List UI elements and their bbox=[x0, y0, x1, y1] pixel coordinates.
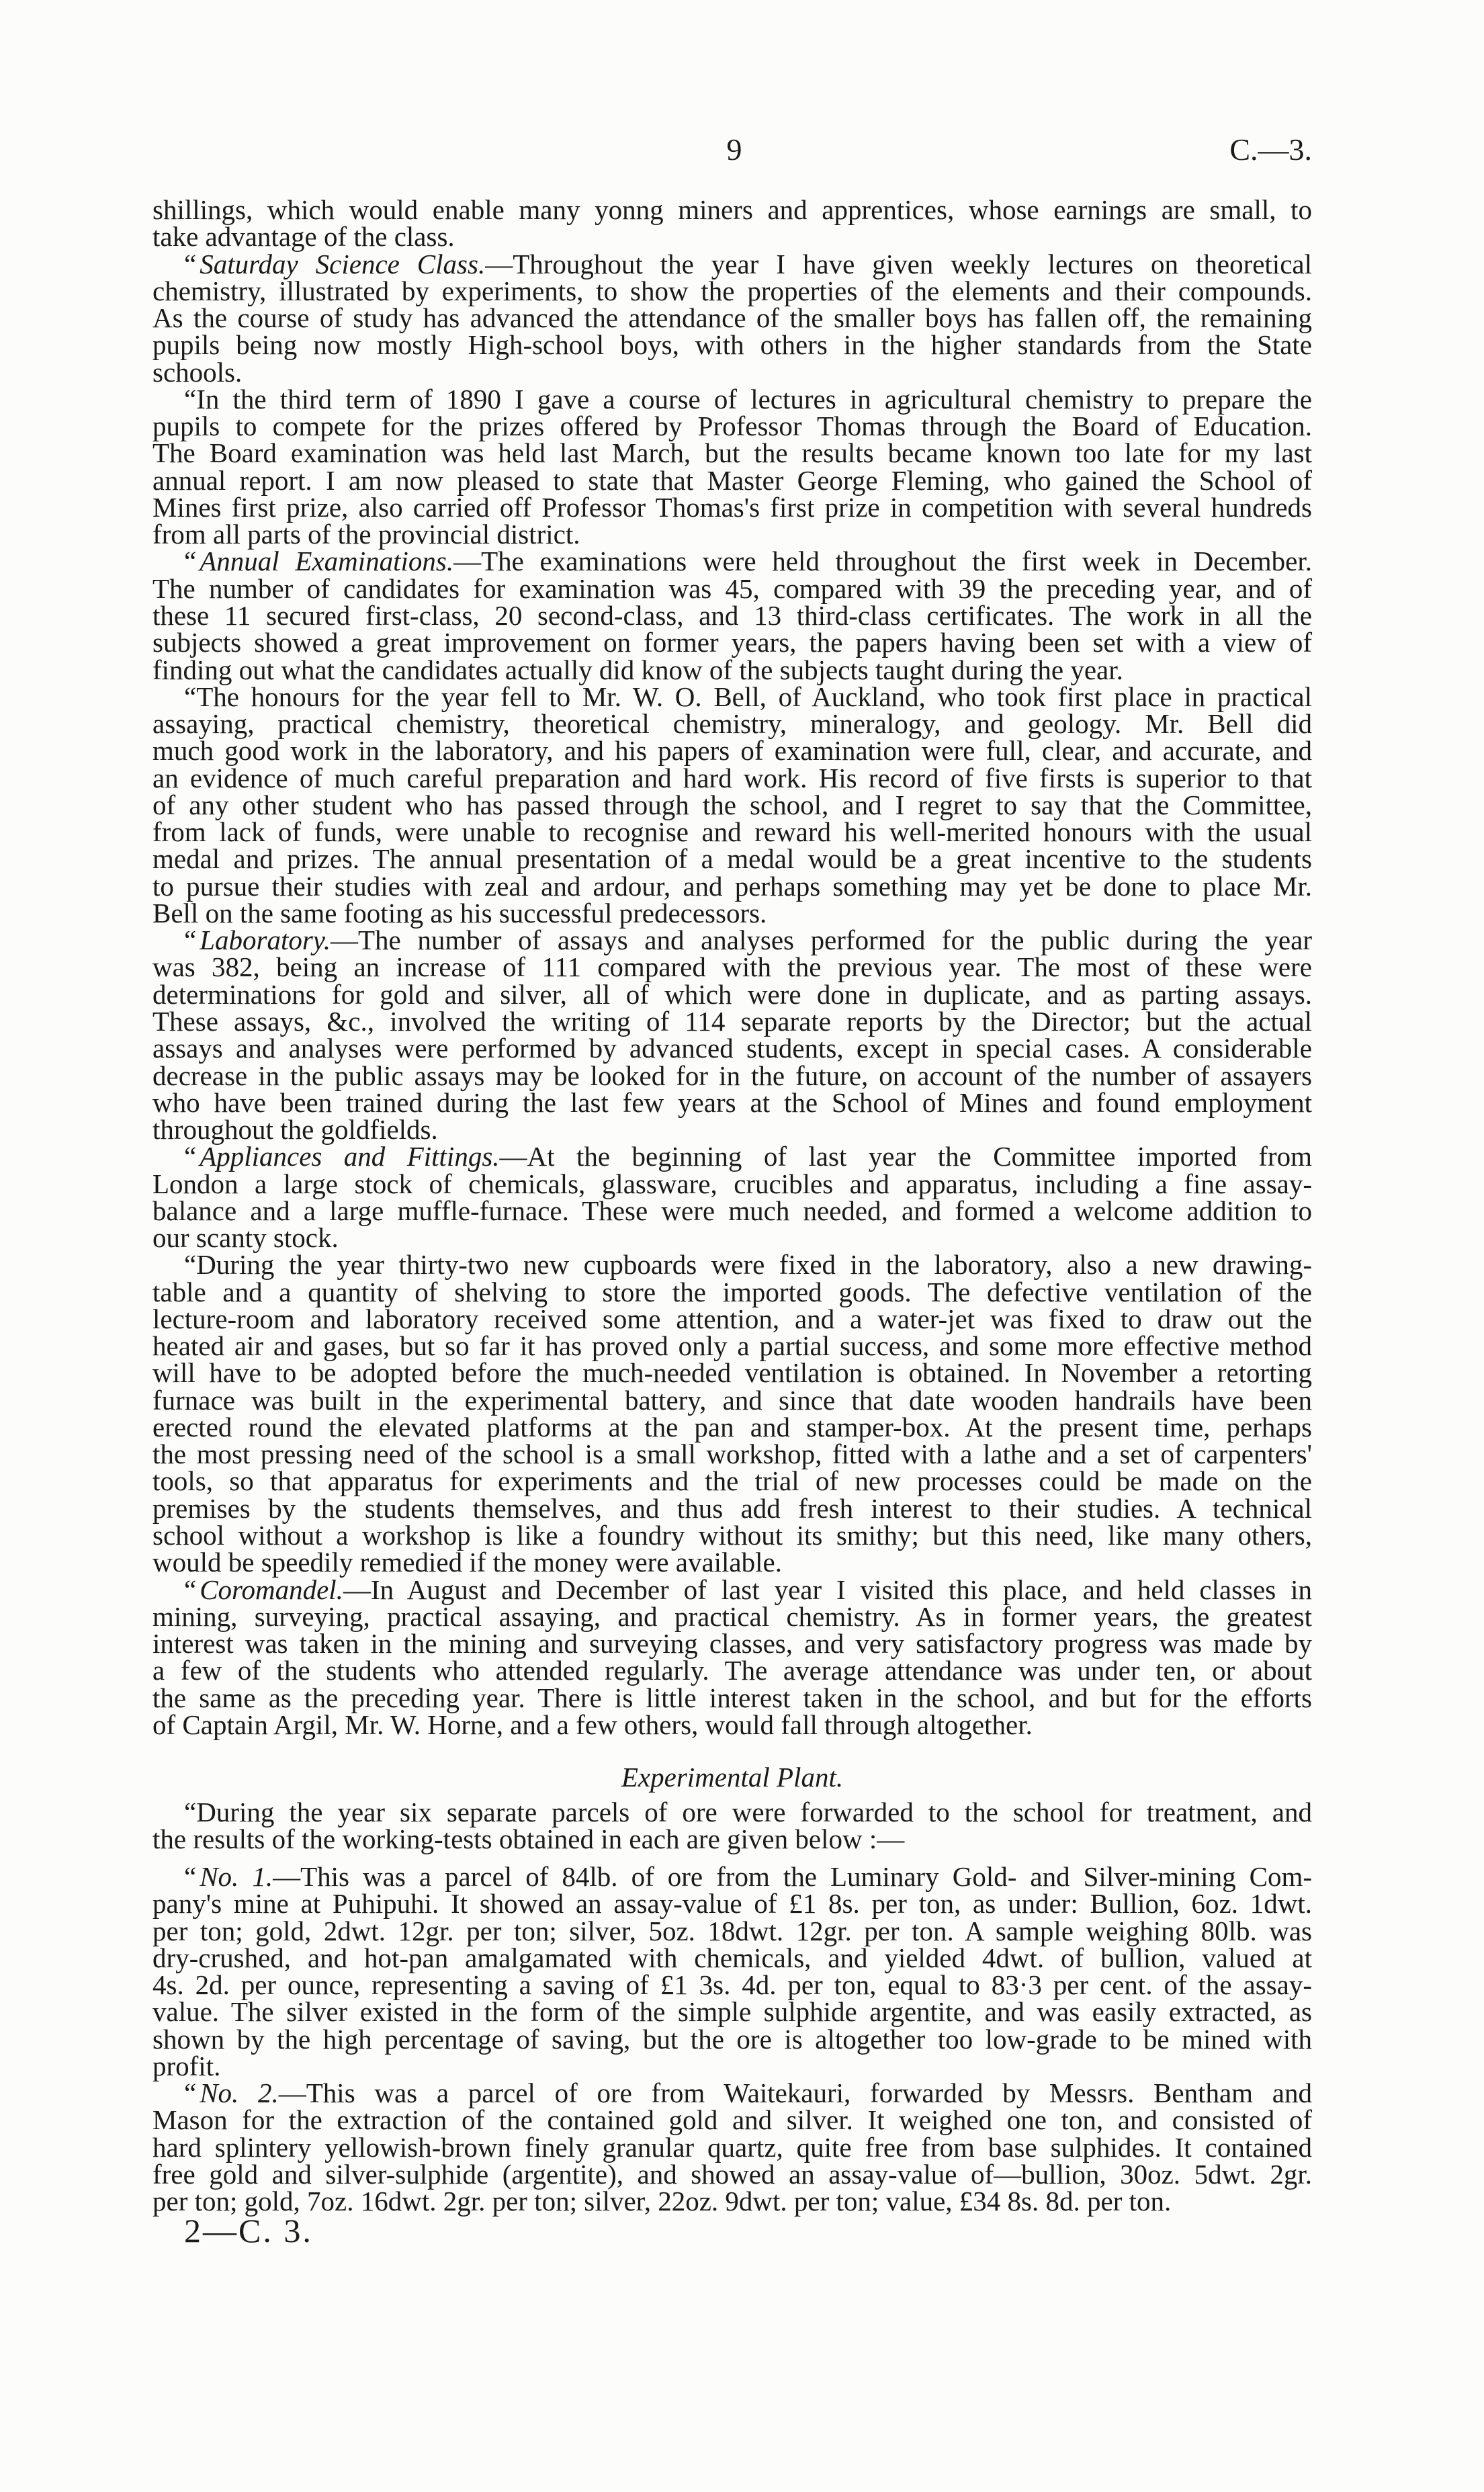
text-line bbox=[152, 2077, 1312, 2109]
text-line: subjects showed a great improvement on former years, the papers having been set with a view of bbox=[152, 627, 1312, 658]
text-line: The Board examination was held last March, but the results became known too late for my last bbox=[152, 437, 1312, 469]
line-text: —This was a parcel of 84lb. of ore from the Luminary Gold- and Silver-mining Com- bbox=[273, 1861, 1312, 1892]
text-line: of Captain Argil, Mr. W. Horne, and a few others, would fall through altogether. bbox=[152, 1709, 1033, 1740]
opening-quote: “ bbox=[184, 1141, 197, 1172]
text-line: annual report. I am now pleased to state that Master George Fleming, who gained the School of bbox=[152, 464, 1312, 496]
text-line: heated air and gases, but so far it has proved only a partial success, and some more effective method bbox=[152, 1330, 1312, 1362]
line-text: —The number of assays and analyses performed for the public during the year bbox=[331, 925, 1312, 956]
line-text: —The examinations were held throughout the first week in December. bbox=[453, 546, 1313, 577]
text-line: school without a workshop is like a foundry without its smithy; but this need, like many others, bbox=[152, 1520, 1312, 1551]
document-reference: C.—3. bbox=[1229, 132, 1312, 167]
text-line: the most pressing need of the school is a small workshop, fitted with a lathe and a set of carpenters' bbox=[152, 1438, 1312, 1470]
text-line bbox=[152, 1143, 1312, 1170]
paragraph-coromandel bbox=[152, 1576, 1312, 1739]
text-line: shillings, which would enable many yonng miners and apprentices, whose earnings are small, to bbox=[152, 194, 1312, 225]
text-line: “During the year thirty-two new cupboards were fixed in the laboratory, also a new drawing- bbox=[184, 1249, 1312, 1281]
text-line: “During the year six separate parcels of ore were forwarded to the school for treatment, and bbox=[184, 1797, 1312, 1828]
text-line: of any other student who has passed through the school, and I regret to say that the Committee, bbox=[152, 789, 1312, 820]
text-line: free gold and silver-sulphide (argentite), and showed an assay-value of—bullion, 30oz. 5dwt. 2gr. bbox=[152, 2158, 1312, 2190]
section-title: Coromandel. bbox=[200, 1574, 343, 1605]
opening-quote: “ bbox=[184, 1574, 197, 1605]
text-line bbox=[152, 248, 1312, 280]
text-line: medal and prizes. The annual presentation of a medal would be a great incentive to the students bbox=[152, 843, 1312, 875]
paragraph-annual-examinations bbox=[152, 548, 1312, 683]
text-line: Mason for the extraction of the contained gold and silver. It weighed one ton, and consisted of bbox=[152, 2104, 1312, 2136]
text-line bbox=[152, 1576, 1312, 1603]
text-line: table and a quantity of shelving to store the imported goods. The defective ventilation of the bbox=[152, 1276, 1312, 1307]
text-line: shown by the high percentage of saving, but the ore is altogether too low-grade to be mined with bbox=[152, 2023, 1312, 2055]
text-line: would be speedily remedied if the money were available. bbox=[152, 1547, 782, 1578]
text-line: As the course of study has advanced the attendance of the smaller boys has fallen off, the remaining bbox=[152, 302, 1312, 334]
opening-quote: “ bbox=[184, 2077, 197, 2109]
text-line: pupils being now mostly High-school boys, with others in the higher standards from the State bbox=[152, 329, 1312, 361]
section-title: Laboratory. bbox=[200, 925, 331, 956]
text-line: “In the third term of 1890 I gave a course of lectures in agricultural chemistry to prepare the bbox=[184, 383, 1312, 415]
section-title: No. 1. bbox=[200, 1861, 273, 1892]
text-line: determinations for gold and silver, all of which were done in duplicate, and as parting assays. bbox=[152, 978, 1312, 1010]
text-line bbox=[152, 1863, 1312, 1890]
text-line: dry-crushed, and hot-pan amalgamated with chemicals, and yielded 4dwt. of bullion, valued at bbox=[152, 1942, 1312, 1973]
section-title: Appliances and Fittings. bbox=[200, 1141, 500, 1172]
paragraph bbox=[152, 1251, 1312, 1576]
line-text: —At the beginning of last year the Committee imported from bbox=[499, 1141, 1312, 1172]
text-line: profit. bbox=[152, 2050, 221, 2081]
text-line: take advantage of the class. bbox=[152, 221, 455, 253]
text-line: to pursue their studies with zeal and ardour, and perhaps something may yet be done to place Mr. bbox=[152, 870, 1312, 902]
text-line: the results of the working-tests obtained in each are given below :— bbox=[152, 1823, 905, 1855]
text-line: per ton; gold, 2dwt. 12gr. per ton; silver, 5oz. 18dwt. 12gr. per ton. A sample weighing 80lb. was bbox=[152, 1915, 1312, 1946]
text-line: interest was taken in the mining and surveying classes, and very satisfactory progress was made by bbox=[152, 1628, 1312, 1660]
paragraph bbox=[152, 196, 1312, 251]
text-line: pany's mine at Puhipuhi. It showed an assay-value of £1 8s. per ton, as under: Bullion, 6oz. 1dwt. bbox=[152, 1888, 1312, 1920]
text-line: these 11 secured first-class, 20 second-class, and 13 third-class certificates. The work in all the bbox=[152, 599, 1312, 631]
signature-mark: 2—C. 3. bbox=[184, 2212, 313, 2249]
text-line bbox=[152, 546, 1313, 577]
text-line: throughout the goldfields. bbox=[152, 1114, 438, 1146]
experimental-plant-intro bbox=[152, 1799, 1312, 1853]
text-line: assays and analyses were performed by advanced students, except in special cases. A considerable bbox=[152, 1033, 1312, 1064]
section-heading: Experimental Plant. bbox=[621, 1762, 844, 1793]
text-line: from all parts of the provincial district. bbox=[152, 519, 580, 550]
line-text: —In August and December of last year I visited this place, and held classes in bbox=[343, 1574, 1312, 1605]
text-line: finding out what the candidates actually did know of the subjects taught during the year. bbox=[152, 654, 1123, 685]
text-line: a few of the students who attended regularly. The average attendance was under ten, or about bbox=[152, 1655, 1312, 1686]
text-line: hard splintery yellowish-brown finely granular quartz, quite free from base sulphides. It contained bbox=[152, 2131, 1312, 2163]
text-line: much good work in the laboratory, and his papers of examination were full, clear, and accurate, and bbox=[152, 735, 1312, 767]
page-number: 9 bbox=[726, 132, 742, 167]
text-line: the same as the preceding year. There is little interest taken in the school, and but for the efforts bbox=[152, 1682, 1312, 1713]
opening-quote: “ bbox=[184, 1861, 197, 1892]
text-line: who have been trained during the last few years at the School of Mines and found employment bbox=[152, 1086, 1312, 1118]
section-title: Annual Examinations. bbox=[200, 546, 454, 577]
text-line: London a large stock of chemicals, glassware, crucibles and apparatus, including a fine assay- bbox=[152, 1168, 1312, 1199]
opening-quote: “ bbox=[184, 925, 197, 956]
text-line: “The honours for the year fell to Mr. W. O. Bell, of Auckland, who took first place in practical bbox=[184, 681, 1312, 712]
text-line: value. The silver existed in the form of the simple sulphide argentite, and was easily extracted, as bbox=[152, 1996, 1312, 2028]
paragraph bbox=[152, 1799, 1312, 1853]
text-line: pupils to compete for the prizes offered by Professor Thomas through the Board of Education. bbox=[152, 411, 1312, 442]
text-line: mining, surveying, practical assaying, and practical chemistry. As in former years, the greatest bbox=[152, 1600, 1312, 1632]
text-line: balance and a large muffle-furnace. These were much needed, and formed a welcome addition to bbox=[152, 1195, 1312, 1226]
text-line: will have to be adopted before the much-needed ventilation is obtained. In November a retorting bbox=[152, 1357, 1312, 1389]
text-line: premises by the students themselves, and thus add fresh interest to their studies. A technical bbox=[152, 1492, 1312, 1524]
text-line: 4s. 2d. per ounce, representing a saving of £1 3s. 4d. per ton, equal to 83·3 per cent. of the assay- bbox=[152, 1969, 1312, 2001]
text-line: lecture-room and laboratory received some attention, and a water-jet was fixed to draw out the bbox=[152, 1303, 1312, 1334]
text-line: our scanty stock. bbox=[152, 1222, 339, 1254]
text-line: furnace was built in the experimental battery, and since that date wooden handrails have been bbox=[152, 1384, 1312, 1416]
text-line: was 382, being an increase of 111 compared with the previous year. The most of these were bbox=[152, 951, 1312, 983]
text-line: Bell on the same footing as his successful predecessors. bbox=[152, 897, 767, 929]
section-title: No. 2. bbox=[200, 2077, 279, 2109]
line-text: —Throughout the year I have given weekly lectures on theoretical bbox=[485, 248, 1312, 280]
text-line: assaying, practical chemistry, theoretical chemistry, mineralogy, and geology. Mr. Bell did bbox=[152, 708, 1312, 740]
opening-quote: “ bbox=[184, 248, 197, 280]
text-line: from lack of funds, were unable to recognise and reward his well-merited honours with the usual bbox=[152, 816, 1312, 848]
paragraph-appliances-and-fittings bbox=[152, 1141, 1312, 1254]
text-line: per ton; gold, 7oz. 16dwt. 2gr. per ton; silver, 22oz. 9dwt. per ton; value, £34 8s. 8d. per ton. bbox=[152, 2186, 1172, 2217]
paragraph bbox=[152, 683, 1312, 927]
text-line: The number of candidates for examination was 45, compared with 39 the preceding year, and of bbox=[152, 572, 1312, 604]
paragraph-parcel-no-1 bbox=[152, 1863, 1312, 2079]
experimental-plant-parcels bbox=[152, 1863, 1312, 2215]
text-line bbox=[152, 925, 1312, 956]
text-line: Mines first prize, also carried off Professor Thomas's first prize in competition with several hundreds bbox=[152, 491, 1312, 523]
paragraph-laboratory bbox=[152, 925, 1312, 1146]
paragraph bbox=[152, 383, 1312, 550]
text-line: decrease in the public assays may be looked for in the future, on account of the number of assayers bbox=[152, 1060, 1312, 1091]
text-line: chemistry, illustrated by experiments, to show the properties of the elements and their compounds. bbox=[152, 275, 1312, 306]
text-line: schools. bbox=[152, 356, 243, 388]
report-body bbox=[152, 196, 1312, 1738]
text-line: tools, so that apparatus for experiments and the trial of new processes could be made on the bbox=[152, 1465, 1312, 1497]
text-line: an evidence of much careful preparation and hard work. His record of five firsts is superior to that bbox=[152, 762, 1312, 793]
paragraph-parcel-no-2 bbox=[152, 2079, 1312, 2215]
section-title: Saturday Science Class. bbox=[200, 248, 486, 280]
line-text: —This was a parcel of ore from Waitekauri, forwarded by Messrs. Bentham and bbox=[278, 2077, 1312, 2109]
opening-quote: “ bbox=[184, 546, 197, 577]
text-line: These assays, &c., involved the writing of 114 separate reports by the Director; but the actual bbox=[152, 1005, 1312, 1037]
text-line: erected round the elevated platforms at the pan and stamper-box. At the present time, perhaps bbox=[152, 1411, 1312, 1443]
paragraph-saturday-science-class bbox=[152, 248, 1312, 388]
